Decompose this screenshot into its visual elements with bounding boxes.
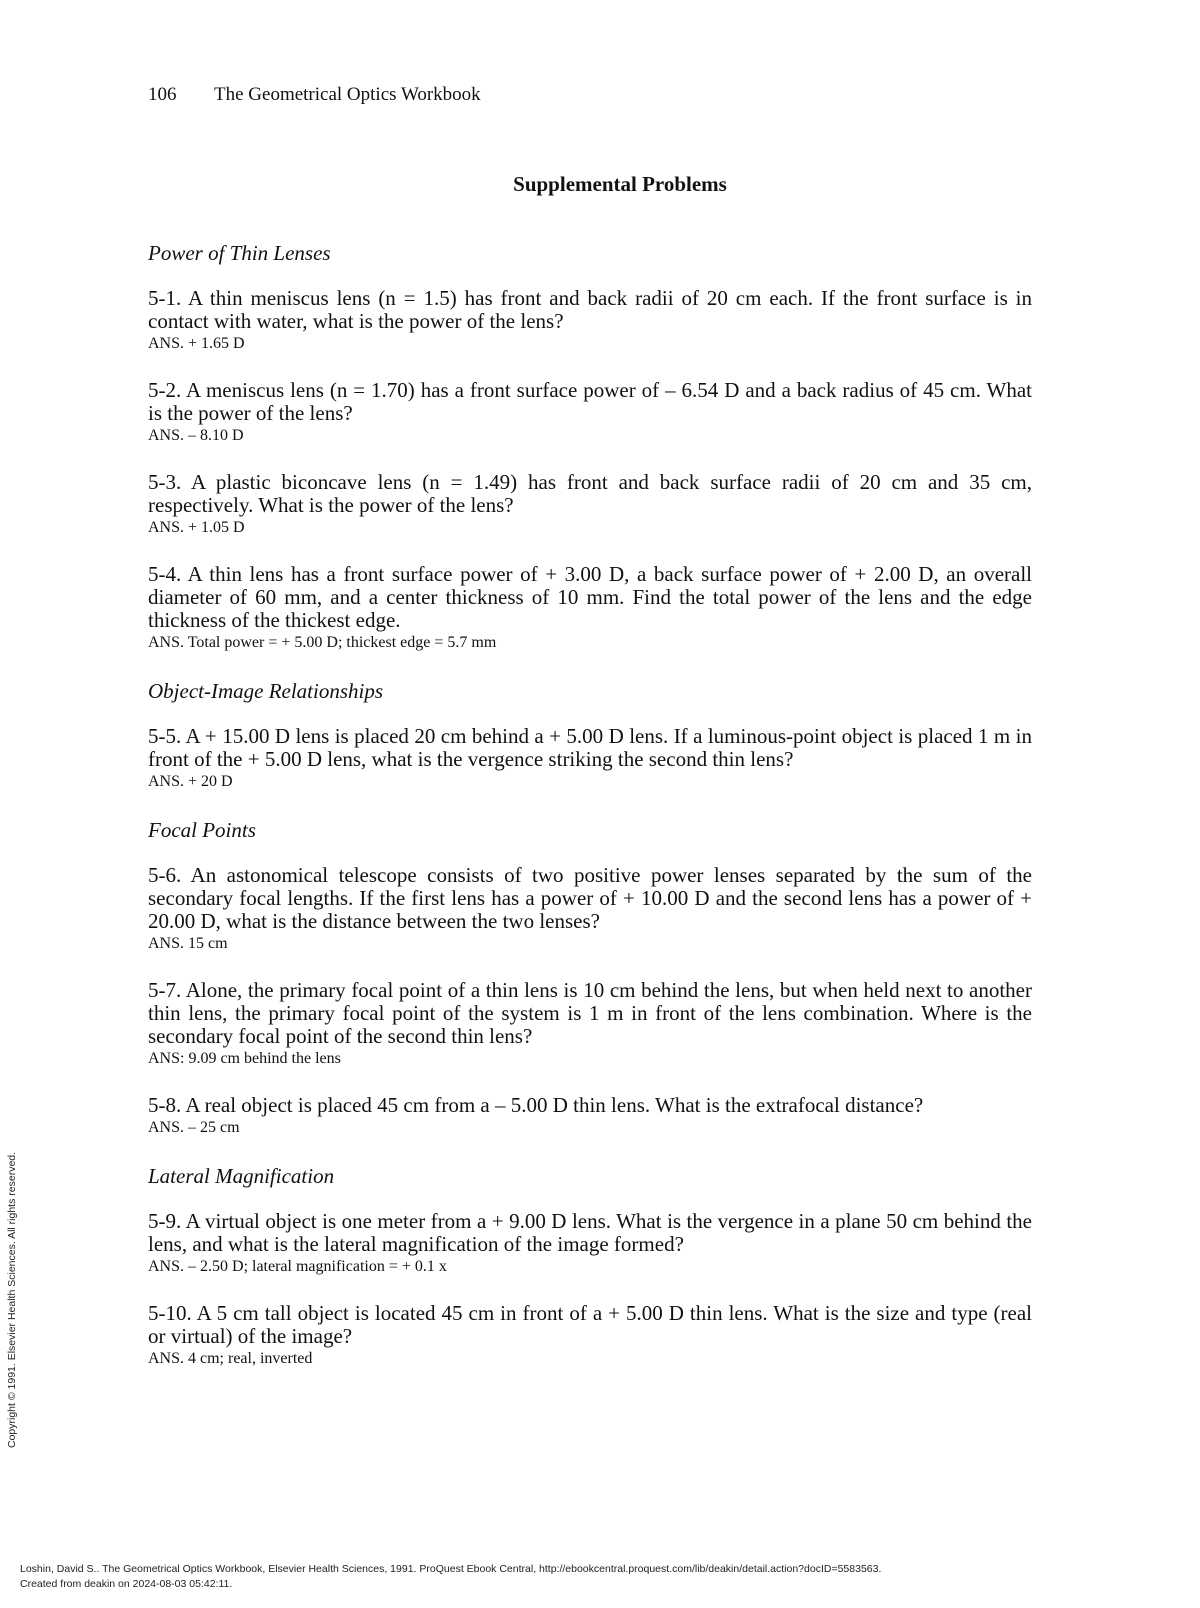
footer-created: Created from deakin on 2024-08-03 05:42:11. [20,1578,233,1590]
problem-answer: ANS. – 2.50 D; lateral magnification = + 0.1 x [148,1258,447,1275]
page-title: Supplemental Problems [513,172,727,196]
problem-answer: ANS. 4 cm; real, inverted [148,1350,313,1367]
problem-item [148,1094,1032,1138]
problem-text: 5-6. An astonomical telescope consists of two positive power lenses separated by the sum of the secondary focal lengths. If the first lens has a power of + 10.00 D and the second lens has a power of + 20.00 D, what is the distance between the two lenses? [148,863,1032,933]
problem-text: 5-1. A thin meniscus lens (n = 1.5) has front and back radii of 20 cm each. If the front surface is in contact with water, what is the power of the lens? [148,286,1032,333]
problem-text: 5-3. A plastic biconcave lens (n = 1.49) has front and back surface radii of 20 cm and 35 cm, respectively. What is the power of the lens? [148,470,1032,517]
problem-list [148,240,1032,1394]
problem-item [148,471,1032,538]
problem-item [148,379,1032,446]
footer [20,1562,881,1592]
problem-text: 5-9. A virtual object is one meter from a + 9.00 D lens. What is the vergence in a plane 50 cm behind the lens, and what is the lateral magnification of the image formed? [148,1209,1032,1256]
problem-answer: ANS. Total power = + 5.00 D; thickest edge = 5.7 mm [148,634,497,651]
running-title: The Geometrical Optics Workbook [214,84,481,105]
problem-item [148,864,1032,954]
problem-text: 5-8. A real object is placed 45 cm from a – 5.00 D thin lens. What is the extrafocal distance? [148,1093,924,1117]
problem-answer: ANS. + 1.65 D [148,335,245,352]
section-heading: Lateral Magnification [148,1164,335,1188]
problem-answer: ANS. – 25 cm [148,1119,240,1136]
section-heading: Object-Image Relationships [148,679,384,703]
section-heading: Power of Thin Lenses [148,241,331,265]
side-copyright-notice: Copyright © 1991. Elsevier Health Sciences. All rights reserved. [6,1151,18,1448]
problem-answer: ANS. + 20 D [148,773,233,790]
problem-item [148,1210,1032,1277]
page-header [148,84,481,106]
page-number: 106 [148,84,177,105]
problem-item [148,1302,1032,1369]
section-heading: Focal Points [148,818,256,842]
problem-text: 5-4. A thin lens has a front surface power of + 3.00 D, a back surface power of + 2.00 D, an overall diameter of 60 mm, and a center thickness of 10 mm. Find the total power of the lens and the edge thickness of the thickest edge. [148,562,1032,632]
problem-answer: ANS. – 8.10 D [148,427,244,444]
problem-text: 5-2. A meniscus lens (n = 1.70) has a front surface power of – 6.54 D and a back radius of 45 cm. What is the power of the lens? [148,378,1032,425]
problem-answer: ANS. + 1.05 D [148,519,245,536]
problem-answer: ANS: 9.09 cm behind the lens [148,1050,341,1067]
footer-citation: Loshin, David S.. The Geometrical Optics Workbook, Elsevier Health Sciences, 1991. ProQuest Ebook Central, http://ebookcentral.proquest.com/lib/deakin/detail.action?docID=5583563. [20,1563,882,1575]
problem-item [148,287,1032,354]
problem-item [148,979,1032,1069]
problem-text: 5-7. Alone, the primary focal point of a thin lens is 10 cm behind the lens, but when held next to another thin lens, the primary focal point of the system is 1 m in front of the lens combination. Where is the secondary focal point of the second thin lens? [148,978,1032,1048]
problem-answer: ANS. 15 cm [148,935,228,952]
problem-item [148,725,1032,792]
problem-text: 5-5. A + 15.00 D lens is placed 20 cm behind a + 5.00 D lens. If a luminous-point object is placed 1 m in front of the + 5.00 D lens, what is the vergence striking the second thin lens? [148,724,1032,771]
problem-text: 5-10. A 5 cm tall object is located 45 cm in front of a + 5.00 D thin lens. What is the size and type (real or virtual) of the image? [148,1301,1032,1348]
problem-item [148,563,1032,653]
